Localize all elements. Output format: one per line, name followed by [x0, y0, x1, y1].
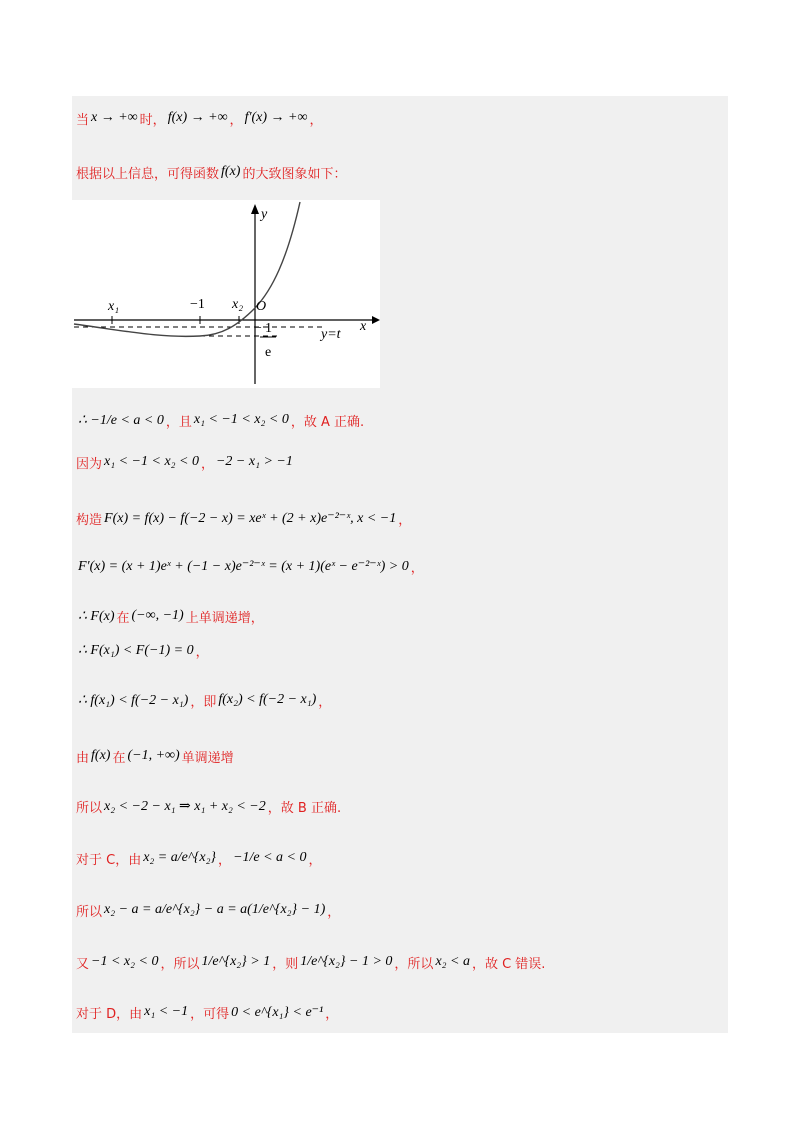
math-expression: −1 < x₂ < 0: [91, 954, 159, 969]
function-graph: [72, 200, 380, 388]
x-axis-arrow: [372, 316, 380, 324]
math-expression: −2 − x₁ > −1: [215, 454, 293, 469]
math-expression: F(x) = f(x) − f(−2 − x) = xeˣ + (2 + x)e⁻²⁻ˣ, x < −1: [104, 510, 397, 526]
math-expression: x → +∞: [91, 110, 138, 125]
label-frac-num: 1: [265, 321, 272, 336]
math-expression: 1/e^{x₂} > 1: [201, 954, 271, 969]
text-run: ，故 A 正确.: [290, 414, 365, 430]
graph-svg: [72, 200, 380, 388]
text-run: ，: [398, 512, 412, 528]
text-run: 又: [76, 956, 90, 972]
text-line: [76, 598, 264, 634]
text-line: [76, 444, 295, 480]
text-run: ，: [195, 644, 209, 660]
math-expression: 0 < e^{x₁} < e⁻¹: [231, 1004, 324, 1020]
math-expression: f(x₂) < f(−2 − x₁): [218, 692, 317, 707]
text-run: ，: [218, 852, 232, 868]
math-expression: ∴ F(x): [78, 608, 115, 624]
math-expression: ∴ −1/e < a < 0: [78, 412, 164, 428]
text-line: [76, 682, 331, 718]
math-expression: ∴ f(x₁) < f(−2 − x₁): [78, 692, 189, 708]
text-line: [76, 154, 346, 190]
text-line: [76, 500, 411, 536]
text-run: 根据以上信息，可得函数: [76, 166, 220, 182]
math-expression: x₁ < −1: [144, 1004, 189, 1019]
text-run: 由: [76, 750, 90, 766]
text-run: ，则: [272, 956, 299, 972]
text-run: ，故 C 错误.: [471, 956, 546, 972]
text-run: 在: [116, 610, 130, 626]
text-run: ，: [308, 852, 322, 868]
label-minus-sign: −: [254, 321, 262, 336]
math-expression: 1/e^{x₂} − 1 > 0: [300, 954, 393, 969]
text-line: [76, 892, 340, 928]
text-run: ，所以: [394, 956, 434, 972]
text-run: 上单调递增，: [185, 610, 264, 626]
text-run: 单调递增: [181, 750, 234, 766]
text-line: [76, 994, 338, 1030]
math-expression: f(x): [91, 748, 111, 763]
math-expression: x₁ < −1 < x₂ < 0: [104, 454, 199, 469]
math-expression: x₁ < −1 < x₂ < 0: [193, 412, 289, 427]
text-run: ，: [325, 1006, 339, 1022]
text-run: ，: [200, 456, 214, 472]
y-axis-label: y: [261, 207, 268, 222]
text-run: 因为: [76, 456, 103, 472]
label-x1: x₁: [108, 299, 120, 314]
math-expression: x₂ < −2 − x₁ ⇒ x₁ + x₂ < −2: [104, 798, 266, 814]
text-run: ，: [327, 904, 341, 920]
label-origin: O: [256, 299, 267, 314]
text-run: 所以: [76, 800, 103, 816]
text-run: 所以: [76, 904, 103, 920]
text-run: ，: [309, 112, 323, 128]
math-expression: (−∞, −1): [131, 608, 184, 623]
text-run: ，: [229, 112, 243, 128]
text-run: 的大致图象如下：: [242, 166, 347, 182]
math-expression: F′(x) = (x + 1)eˣ + (−1 − x)e⁻²⁻ˣ = (x + 1)(eˣ − e⁻²⁻ˣ) > 0: [78, 558, 409, 574]
math-expression: ∴ F(x₁) < F(−1) = 0: [78, 642, 194, 658]
text-line: [76, 788, 341, 824]
text-line: [76, 402, 364, 438]
math-expression: x₂ − a = a/e^{x₂} − a = a(1/e^{x₂} − 1): [104, 902, 326, 917]
y-axis-arrow: [251, 204, 259, 214]
label-neg1: −1: [190, 297, 205, 312]
text-run: ，: [318, 694, 332, 710]
text-run: ，所以: [160, 956, 200, 972]
text-line: [76, 738, 234, 774]
function-curve: [74, 202, 300, 336]
text-run: 在: [112, 750, 126, 766]
label-frac-den: e: [265, 345, 272, 360]
text-line: [76, 100, 323, 136]
text-line: [76, 632, 209, 668]
text-run: ，: [410, 560, 424, 576]
text-line: [76, 548, 424, 584]
text-line: [76, 840, 322, 876]
text-run: 对于 C，由: [76, 852, 142, 868]
math-expression: f′(x) → +∞: [244, 110, 308, 125]
label-y-equals-t: y=t: [321, 327, 341, 342]
text-line: [76, 944, 545, 980]
math-expression: f(x) → +∞: [167, 110, 228, 125]
document-page: [72, 96, 728, 1033]
text-run: ，即: [190, 694, 217, 710]
text-run: 对于 D，由: [76, 1006, 143, 1022]
math-expression: −1/e < a < 0: [233, 850, 307, 865]
text-run: 时，: [139, 112, 166, 128]
text-run: 当: [76, 112, 90, 128]
math-expression: f(x): [221, 164, 241, 179]
label-x2: x₂: [232, 297, 244, 312]
text-run: 构造: [76, 512, 103, 528]
text-run: ，且: [165, 414, 192, 430]
math-expression: (−1, +∞): [127, 748, 180, 763]
x-axis-label: x: [360, 319, 367, 334]
math-expression: x₂ < a: [435, 954, 470, 969]
text-run: ，可得: [190, 1006, 230, 1022]
text-run: ，故 B 正确.: [267, 800, 342, 816]
math-expression: x₂ = a/e^{x₂}: [143, 850, 217, 865]
